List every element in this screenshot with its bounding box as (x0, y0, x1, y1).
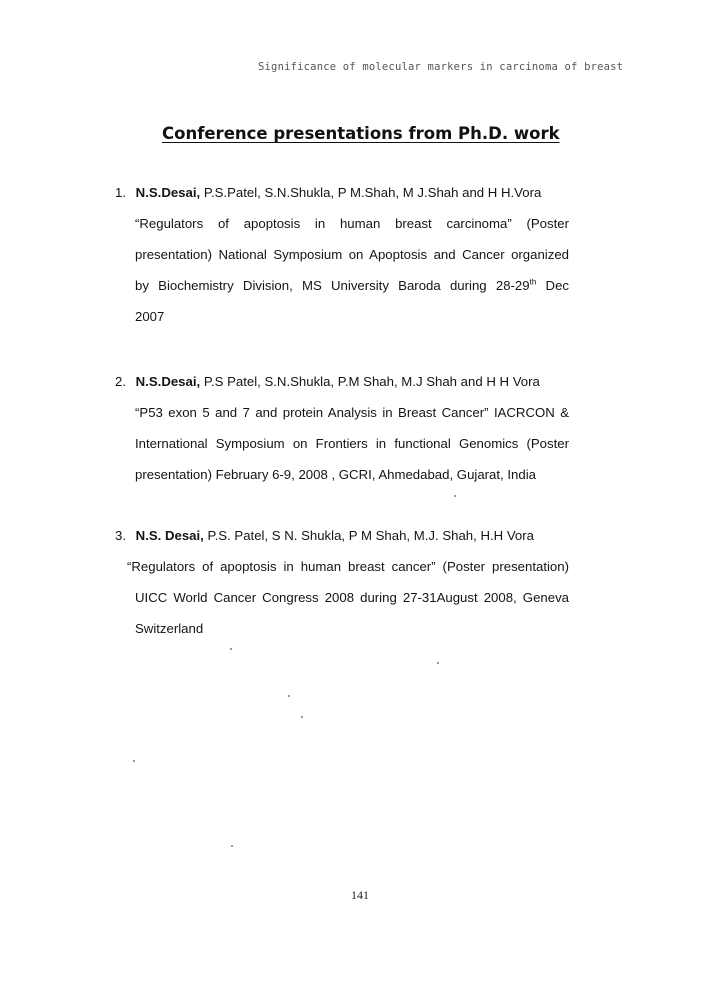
scan-speck (288, 695, 290, 697)
entry-number: 2. (115, 374, 126, 389)
entry-date-tail: Dec (545, 278, 569, 293)
coauthors: P.S.Patel, S.N.Shukla, P M.Shah, M J.Shah and H H.Vora (203, 185, 542, 200)
scan-speck (454, 495, 456, 497)
lead-author: N.S. Desai, (135, 528, 204, 543)
entry-title-line: “Regulators of apoptosis in human breast carcinoma” (Poster (135, 216, 569, 231)
scan-speck (231, 845, 233, 847)
list-item (115, 520, 569, 644)
entry-last-line: Switzerland (135, 621, 204, 636)
list-item (115, 177, 569, 332)
page-number: 141 (351, 888, 369, 902)
entry-title-line: “Regulators of apoptosis in human breast cancer” (Poster presentation) (127, 559, 569, 574)
ordinal-suffix: th (529, 277, 537, 287)
entry-venue-line: UICC World Cancer Congress 2008 during 27-31August 2008, Geneva (135, 590, 569, 605)
scan-speck (133, 760, 135, 762)
entry-date-text: by Biochemistry Division, MS University Baroda during 28-29 (135, 278, 530, 293)
running-header: Significance of molecular markers in carcinoma of breast (258, 61, 624, 73)
scan-speck (437, 662, 439, 664)
entry-number: 3. (115, 528, 126, 543)
entry-last-line: presentation) February 6-9, 2008 , GCRI, Ahmedabad, Gujarat, India (135, 467, 536, 482)
lead-author: N.S.Desai, (135, 185, 201, 200)
entry-title-line: “P53 exon 5 and 7 and protein Analysis in Breast Cancer” IACRCON & (135, 405, 569, 420)
lead-author: N.S.Desai, (135, 374, 201, 389)
coauthors: P.S. Patel, S N. Shukla, P M Shah, M.J. Shah, H.H Vora (207, 528, 534, 543)
entry-date-line (115, 270, 569, 301)
entry-number: 1. (115, 185, 126, 200)
scan-speck (301, 716, 303, 718)
page-title: Conference presentations from Ph.D. work (162, 124, 560, 143)
scan-speck (230, 648, 232, 650)
entry-venue-line: presentation) National Symposium on Apoptosis and Cancer organized (135, 247, 569, 262)
entry-venue-line: International Symposium on Frontiers in functional Genomics (Poster (135, 436, 569, 451)
entry-last-line: 2007 (135, 309, 165, 324)
list-item (115, 366, 569, 490)
coauthors: P.S Patel, S.N.Shukla, P.M Shah, M.J Shah and H H Vora (203, 374, 540, 389)
